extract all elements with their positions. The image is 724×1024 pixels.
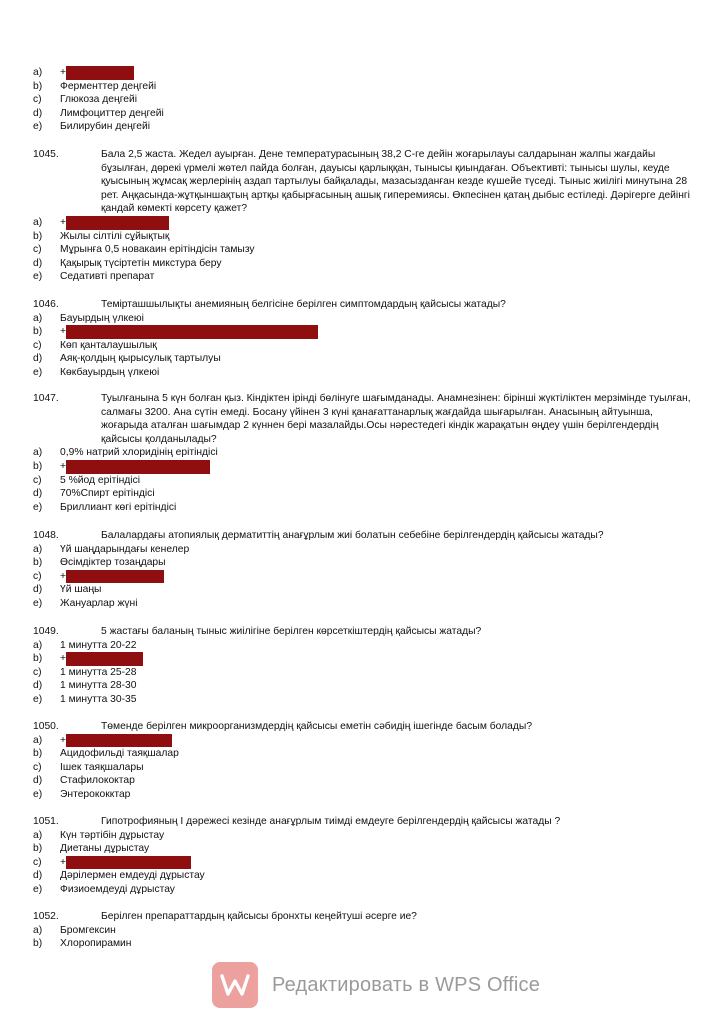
wps-edit-banner[interactable] [212,962,540,1008]
option-label: a) [33,543,43,555]
answer-option [33,924,693,938]
option-text: Үй шаңы [60,584,102,596]
option-label: a) [33,924,43,936]
answer-option [33,312,693,326]
option-label: b) [33,843,43,855]
option-label: e) [33,597,43,609]
option-label: a) [33,639,43,651]
option-text: Седативті препарат [60,271,155,283]
answer-option [33,570,693,584]
option-text: 5 %йод ерітіндісі [60,474,141,486]
option-text: Билирубин деңгейі [60,121,151,133]
correct-marker: + [60,570,67,582]
question-block [33,815,693,897]
option-label: c) [33,339,42,351]
correct-marker: + [60,67,67,78]
highlighted-answer-text: Терінің, тырнақтың, шаштың трофикалық өзгерістері [66,326,318,338]
question-number: 1051. [33,816,59,827]
question-number: 1046. [33,299,59,310]
option-text: Дәрілермен емдеуді дұрыстау [60,870,205,882]
answer-option [33,937,693,951]
option-label: c) [33,666,42,678]
option-label: b) [33,653,43,665]
option-label: a) [33,216,43,228]
option-text: 1 минутта 28-30 [60,680,137,692]
answer-option [33,788,693,802]
question-line [33,720,693,734]
question-number: 1045. [33,149,59,160]
answer-option [33,761,693,775]
option-label: e) [33,271,43,283]
answer-option [33,107,693,121]
answer-option [33,446,693,460]
option-text: Аяқ-қолдың қырысулық тартылуы [60,353,221,365]
option-label: d) [33,257,43,269]
option-label: c) [33,570,42,582]
correct-marker: + [60,460,67,472]
question-block [33,720,693,802]
answer-option [33,639,693,653]
question-number: 1047. [33,393,59,404]
answer-option [33,583,693,597]
question-block [33,910,693,951]
answer-option [33,543,693,557]
option-label: b) [33,326,43,338]
option-label: b) [33,460,43,472]
option-label: c) [33,94,42,106]
option-label: a) [33,734,43,746]
option-text: Көп қанталаушылық [60,339,157,351]
answer-option [33,80,693,94]
answer-option [33,556,693,570]
option-label: b) [33,938,43,950]
option-text: Ацидофильді таяқшалар [60,748,179,760]
option-label: d) [33,584,43,596]
question-line [33,148,693,216]
correct-marker: + [60,653,67,665]
option-text: 1 минутта 25-28 [60,666,137,678]
highlighted-answer-text: Жүйке деңгейі [66,67,135,78]
option-label: e) [33,788,43,800]
answer-option [33,366,693,380]
option-label: c) [33,761,42,773]
answer-option [33,66,693,80]
question-line [33,392,693,446]
option-text: Энтерококктар [60,788,131,800]
option-text: Стафилококтар [60,775,135,787]
answer-option [33,652,693,666]
option-text: Глюкоза деңгейі [60,94,137,106]
question-text: 5 жастағы баланың тыныс жиілігіне берілген көрсеткіштердің қайсысы жатады? [101,626,482,637]
answer-option [33,734,693,748]
answer-option [33,747,693,761]
answer-option [33,257,693,271]
answer-option [33,230,693,244]
option-label: b) [33,748,43,760]
option-text: Күн тәртібін дұрыстау [60,829,165,841]
option-text: Үй шаңдарындағы кенелер [60,543,190,555]
option-text: 70%Спирт ерітіндісі [60,488,155,500]
correct-marker: + [60,734,67,746]
answer-option [33,120,693,134]
option-text: Лимфоциттер деңгейі [60,107,164,119]
question-line [33,910,693,924]
option-text: Өсімдіктер тозаңдары [60,557,166,569]
question-line [33,529,693,543]
correct-marker: + [60,856,67,868]
option-text: Мұрынға 0,5 новакаин ерітіндісін тамызу [60,244,255,256]
option-text: Көкбауырдың үлкеюі [60,366,160,378]
question-line [33,298,693,312]
question-number: 1050. [33,721,59,732]
option-text: Диетаны дұрыстау [60,843,150,855]
option-text: Бауырдың үлкеюі [60,312,144,324]
question-text: Туылғанына 5 күн болған қыз. Кіндіктен ірінді бөлінуге шағымданады. Анамнезінен: бірінші жүктіліктен мерзімінде туылған, салмағы 3200. Ана сүтін емеді. Босану үйінен 3 күні қанағаттанарлық жағдайда шығарылған. Анасының айтуынша, жоғарыда аталған шағымдар 2 күннен бері мазалайды.Осы нәрестедегі кіндік жарақатын өңдеу үшін берілгендердің қайсысы қолданылады? [101,393,691,445]
highlighted-answer-text: 1 минутта 22-25 [66,653,143,665]
option-label: e) [33,501,43,513]
option-label: e) [33,121,43,133]
option-label: a) [33,447,43,459]
answer-option [33,325,693,339]
answer-option [33,352,693,366]
answer-option [33,270,693,284]
question-block [33,66,693,134]
option-text: Жылы сілтілі сұйықтық [60,230,170,242]
option-text: Бромгексин [60,924,116,936]
option-label: a) [33,67,43,78]
option-label: b) [33,80,43,92]
question-line [33,625,693,639]
option-text: Қақырық түсіртетін микстура беру [60,257,222,269]
answer-option [33,842,693,856]
option-label: d) [33,775,43,787]
option-label: b) [33,230,43,242]
answer-option [33,339,693,353]
question-text: Төменде берілген микроорганизмдердің қайсысы еметін сәбидің ішегінде басым болады? [101,721,533,732]
question-line [33,815,693,829]
question-text: Гипотрофияның І дәрежесі кезінде анағұрлым тиімді емдеуге берілгендердің қайсысы жатады ? [101,816,561,827]
wps-edit-label[interactable]: Редактировать в WPS Office [272,973,541,996]
option-text: Ферменттер деңгейі [60,80,157,92]
question-block [33,298,693,380]
question-text: Бала 2,5 жаста. Жедел ауырған. Дене температурасының 38,2 С-ге дейін жоғарылауы салдарынан жалпы жағдайы бұзылған, дөрекі үрмелі жөтел пайда болған, дауысы қарлыққан, тынысы қиындаған. Объективті: тынысы шулы, кеуде қуысының жұмсақ жерлерінің аздап тартылуы байқалады, мазасызданған кезде күшейе түседі. Тыныс жиілігі минутына 28 рет. Аңқасында-жұтқыншақтың артқы қабырғасының ашық гиперемиясы. Өкпесінен қатаң дыбыс естіледі. Дәрігерге дейінгі қандай көмекті көрсету қажет? [101,149,690,215]
highlighted-answer-text: Сиыр сүтінің ақуызы [66,570,164,582]
question-text: Берілген препараттардың қайсысы бронхты кеңейтуші әсерге ие? [101,911,417,922]
question-number: 1049. [33,626,59,637]
answer-option [33,679,693,693]
answer-option [33,869,693,883]
option-label: d) [33,680,43,692]
answer-option [33,666,693,680]
option-text: 1 минутта 30-35 [60,693,137,705]
question-number: 1052. [33,911,59,922]
question-text: Балалардағы атопиялық дерматиттің анағұрлым жиі болатын себебіне берілгендердің қайсысы жатады? [101,530,604,541]
answer-option [33,474,693,488]
option-text: Бриллиант көгі ерітіндісі [60,501,177,513]
answer-option [33,856,693,870]
option-label: d) [33,870,43,882]
answer-option [33,597,693,611]
option-label: e) [33,366,43,378]
option-label: c) [33,474,42,486]
answer-option [33,883,693,897]
option-label: a) [33,312,43,324]
option-text: 0,9% натрий хлоридінің ерітіндісі [60,447,218,459]
question-block [33,625,693,707]
answer-option [33,243,693,257]
option-label: e) [33,883,43,895]
answer-option [33,829,693,843]
answer-option [33,501,693,515]
option-label: d) [33,488,43,500]
highlighted-answer-text: 3 %сутегі тотығының ерітіндісі [66,460,211,472]
option-label: d) [33,353,43,365]
option-text: 1 минутта 20-22 [60,639,137,651]
question-number: 1048. [33,530,59,541]
option-text: Жануарлар жүні [60,597,138,609]
answer-option [33,693,693,707]
option-label: c) [33,856,42,868]
highlighted-answer-text: Бифидумбактериялар [66,734,172,746]
correct-marker: + [60,326,67,338]
answer-option [33,93,693,107]
option-label: e) [33,693,43,705]
answer-option [33,460,693,474]
option-label: a) [33,829,43,841]
option-text: Физиоемдеуді дұрыстау [60,883,175,895]
question-block [33,529,693,611]
answer-option [33,216,693,230]
option-label: d) [33,107,43,119]
highlighted-answer-text: Алаңдатушы терапия [66,216,169,228]
question-text: Темірташшылықты анемияның белгісіне берілген симптомдардың қайсысы жатады? [101,299,506,310]
wps-logo-icon [212,962,258,1008]
option-label: c) [33,244,42,256]
option-text: Хлоропирамин [60,938,132,950]
question-block [33,148,693,284]
answer-option [33,487,693,501]
answer-option [33,774,693,788]
correct-marker: + [60,216,67,228]
option-text: Ішек таяқшалары [60,761,144,773]
question-block [33,392,693,514]
highlighted-answer-text: Себебін анықтап оны жою [66,856,192,868]
option-label: b) [33,557,43,569]
